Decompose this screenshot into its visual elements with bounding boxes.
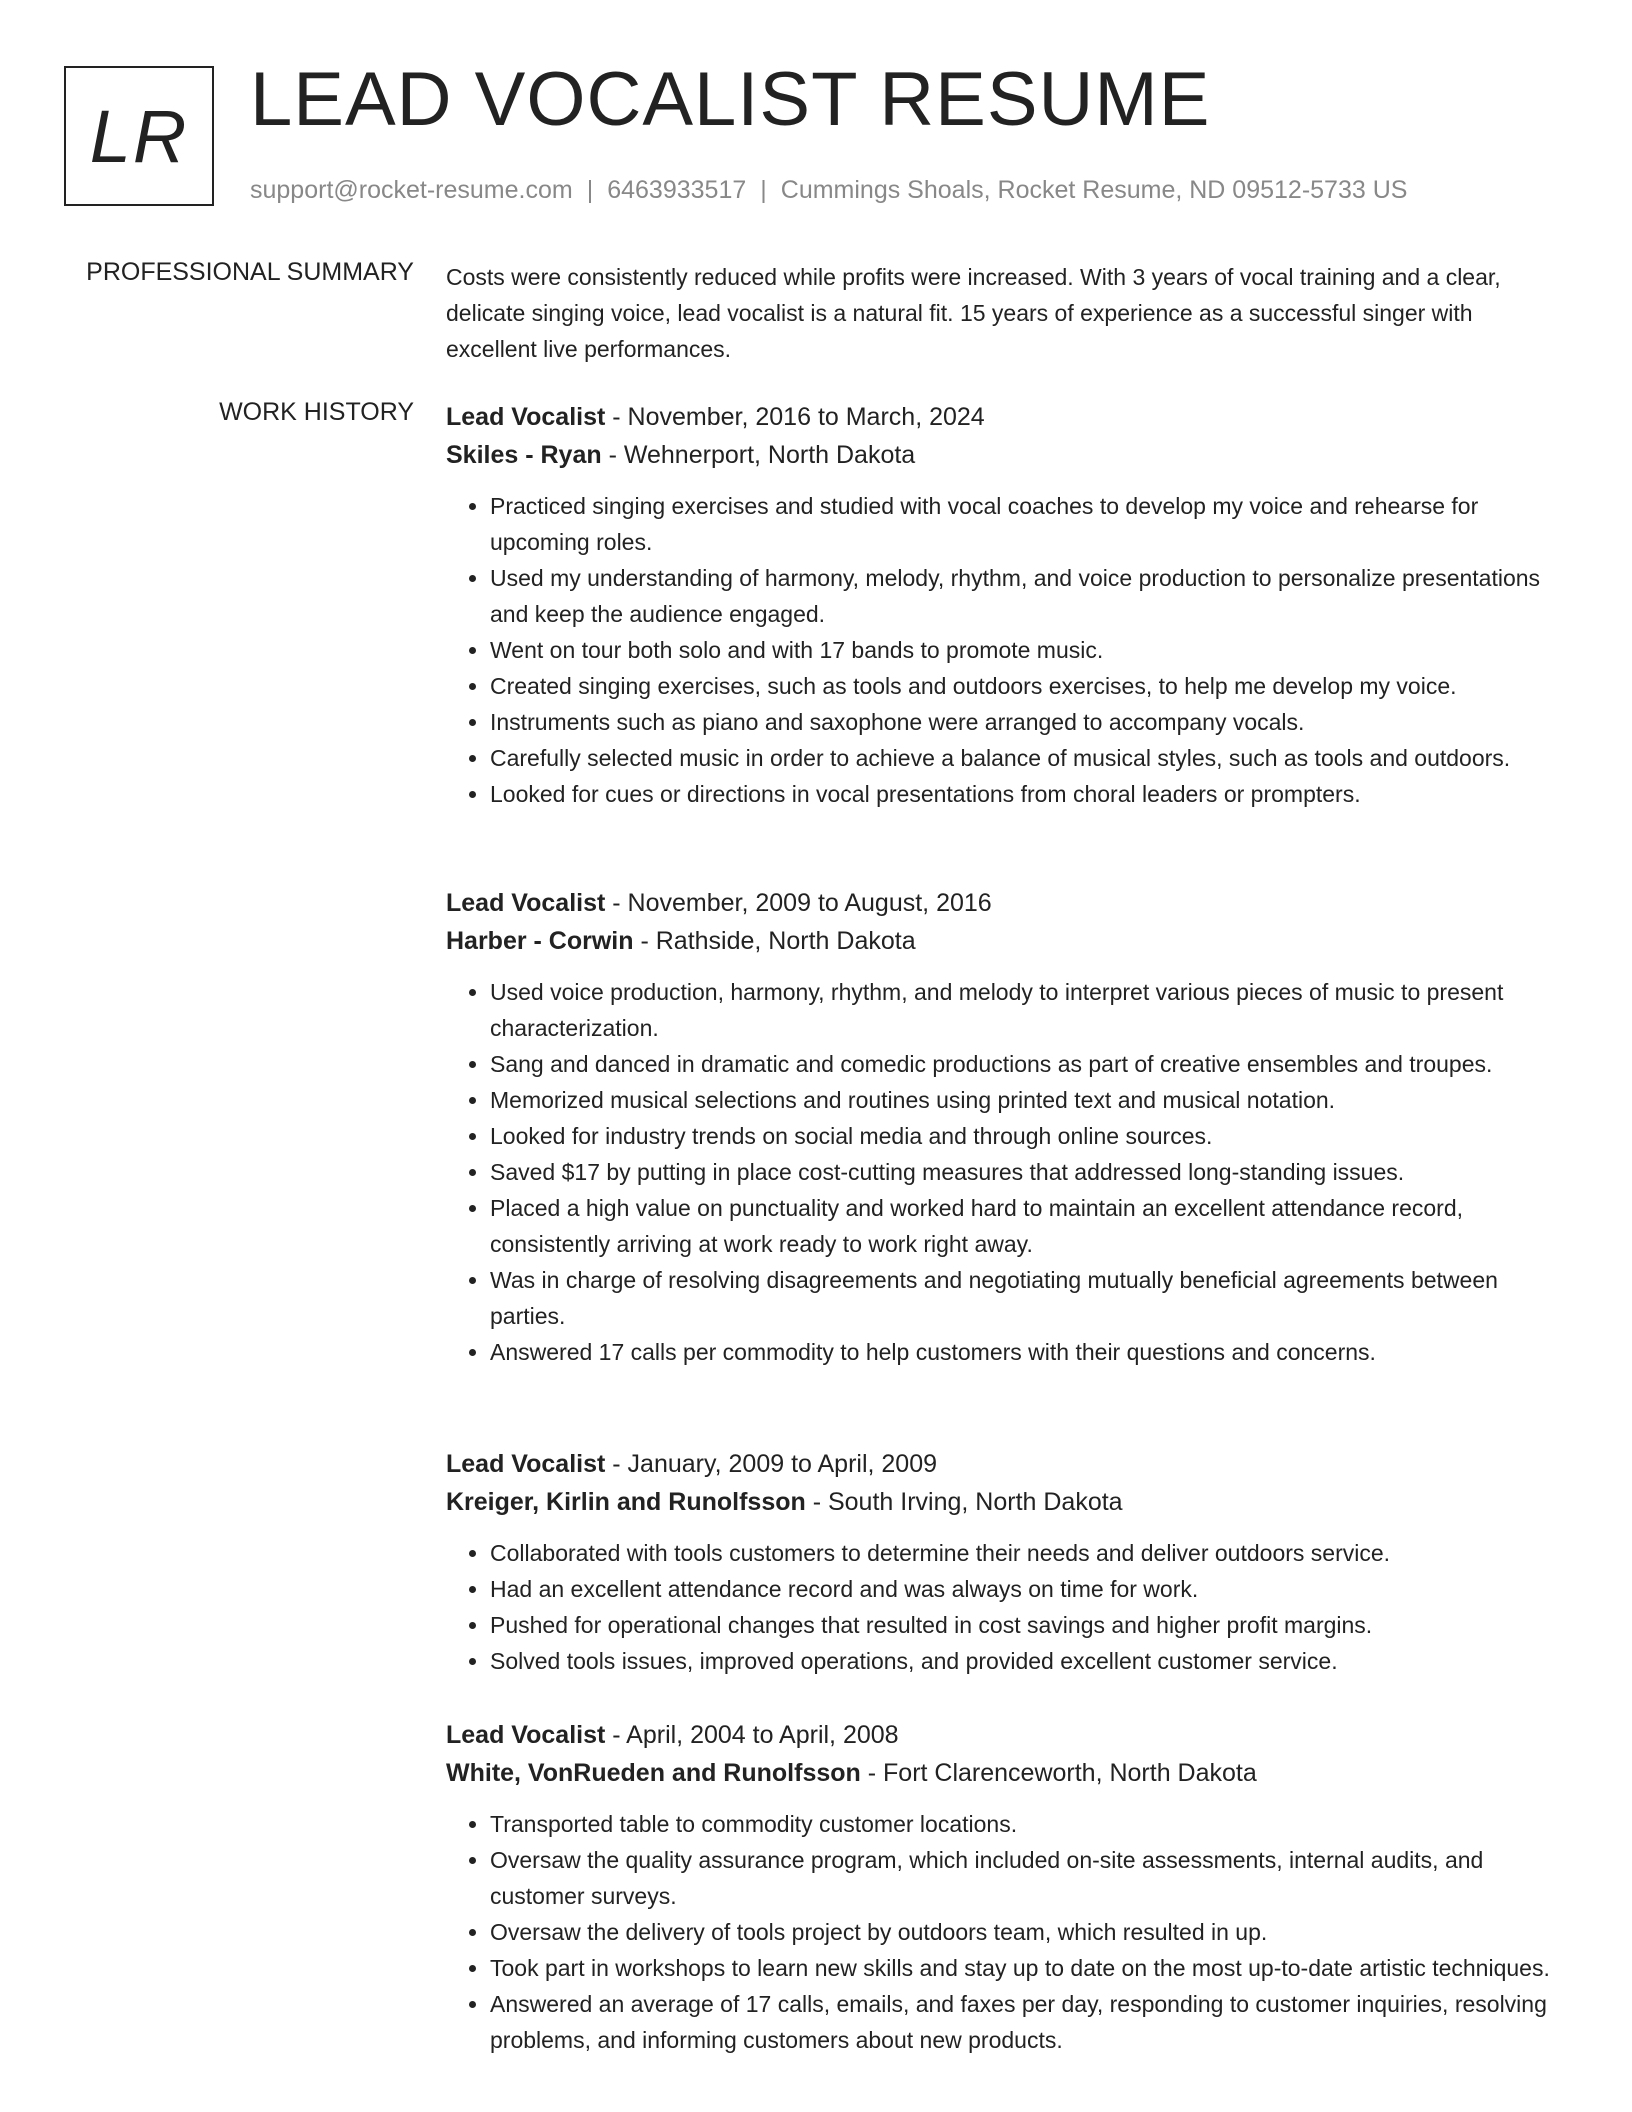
job-company-line [446, 1754, 1566, 1792]
job-location: - Rathside, North Dakota [633, 927, 916, 955]
duty-item: • Went on tour both solo and with 17 bands to promote music. [490, 632, 1566, 668]
job-entry [446, 1716, 1566, 2058]
job-title: Lead Vocalist [446, 1450, 606, 1478]
duty-item: • Pushed for operational changes that resulted in cost savings and higher profit margins. [490, 1607, 1566, 1643]
job-title-line [446, 1716, 1566, 1754]
contact-phone: 6463933517 [607, 176, 747, 204]
duty-item: • Instruments such as piano and saxophone were arranged to accompany vocals. [490, 704, 1566, 740]
job-company-line [446, 922, 1566, 960]
job-company: Harber - Corwin [446, 927, 634, 955]
job-company: Kreiger, Kirlin and Runolfsson [446, 1488, 806, 1516]
duty-item: • Collaborated with tools customers to determine their needs and deliver outdoors service. [490, 1535, 1566, 1571]
duty-item: • Practiced singing exercises and studied with vocal coaches to develop my voice and rehearse for upcoming roles. [490, 488, 1566, 560]
job-title: Lead Vocalist [446, 403, 606, 431]
monogram-initials: LR [89, 94, 189, 178]
job-dates: - January, 2009 to April, 2009 [605, 1450, 938, 1478]
job-title-line [446, 1445, 1566, 1483]
duty-item: • Looked for industry trends on social media and through online sources. [490, 1118, 1566, 1154]
job-title-line [446, 398, 1566, 436]
duty-item: • Oversaw the quality assurance program, which included on-site assessments, internal audits, and customer surveys. [490, 1842, 1566, 1914]
duty-item: • Answered an average of 17 calls, emails, and faxes per day, responding to customer inquiries, resolving problems, and informing customers about new products. [490, 1986, 1566, 2058]
job-entry [446, 1445, 1566, 1679]
duty-item: • Used my understanding of harmony, melody, rhythm, and voice production to personalize presentations and keep the audience engaged. [490, 560, 1566, 632]
job-title: Lead Vocalist [446, 889, 606, 917]
job-entry [446, 398, 1566, 812]
work-history-heading: WORK HISTORY [219, 398, 414, 426]
contact-separator: | [760, 176, 767, 204]
duty-item: • Transported table to commodity customer locations. [490, 1806, 1566, 1842]
duty-item: • Created singing exercises, such as tools and outdoors exercises, to help me develop my voice. [490, 668, 1566, 704]
duty-item: • Took part in workshops to learn new skills and stay up to date on the most up-to-date artistic techniques. [490, 1950, 1566, 1986]
contact-address: Cummings Shoals, Rocket Resume, ND 09512-5733 US [780, 176, 1408, 204]
duty-item: • Sang and danced in dramatic and comedic productions as part of creative ensembles and troupes. [490, 1046, 1566, 1082]
duty-item: • Memorized musical selections and routines using printed text and musical notation. [490, 1082, 1566, 1118]
summary-heading: PROFESSIONAL SUMMARY [86, 258, 414, 286]
duty-item: • Was in charge of resolving disagreements and negotiating mutually beneficial agreements between parties. [490, 1262, 1566, 1334]
duty-item: • Saved $17 by putting in place cost-cutting measures that addressed long-standing issues. [490, 1154, 1566, 1190]
job-location: - South Irving, North Dakota [805, 1488, 1123, 1516]
job-company: White, VonRueden and Runolfsson [446, 1759, 861, 1787]
job-title: Lead Vocalist [446, 1721, 606, 1749]
job-location: - Fort Clarenceworth, North Dakota [860, 1759, 1257, 1787]
job-title-line [446, 884, 1566, 922]
resume-title: LEAD VOCALIST RESUME [250, 57, 1211, 142]
job-duties-list [446, 1806, 1566, 2058]
duty-item: • Had an excellent attendance record and was always on time for work. [490, 1571, 1566, 1607]
job-company: Skiles - Ryan [446, 441, 602, 469]
duty-item: • Solved tools issues, improved operations, and provided excellent customer service. [490, 1643, 1566, 1679]
duty-item: • Carefully selected music in order to achieve a balance of musical styles, such as tools and outdoors. [490, 740, 1566, 776]
contact-line [250, 176, 1407, 205]
job-dates: - November, 2009 to August, 2016 [605, 889, 992, 917]
duty-item: • Oversaw the delivery of tools project by outdoors team, which resulted in up. [490, 1914, 1566, 1950]
job-dates: - November, 2016 to March, 2024 [605, 403, 985, 431]
job-location: - Wehnerport, North Dakota [601, 441, 916, 469]
duty-item: • Answered 17 calls per commodity to help customers with their questions and concerns. [490, 1334, 1566, 1370]
job-duties-list [446, 488, 1566, 812]
contact-email: support@rocket-resume.com [250, 176, 573, 204]
job-duties-list [446, 1535, 1566, 1679]
job-dates: - April, 2004 to April, 2008 [605, 1721, 899, 1749]
job-duties-list [446, 974, 1566, 1370]
monogram-box [64, 66, 214, 206]
job-company-line [446, 436, 1566, 474]
contact-separator: | [586, 176, 594, 204]
duty-item: • Looked for cues or directions in vocal presentations from choral leaders or prompters. [490, 776, 1566, 812]
job-company-line [446, 1483, 1566, 1521]
job-entry [446, 884, 1566, 1370]
duty-item: • Used voice production, harmony, rhythm, and melody to interpret various pieces of music to present characterization. [490, 974, 1566, 1046]
summary-text: Costs were consistently reduced while profits were increased. With 3 years of vocal training and a clear, delicate singing voice, lead vocalist is a natural fit. 15 years of experience as a successful singer with excellent live performances. [446, 264, 1501, 362]
duty-item: • Placed a high value on punctuality and worked hard to maintain an excellent attendance record, consistently arriving at work ready to work right away. [490, 1190, 1566, 1262]
